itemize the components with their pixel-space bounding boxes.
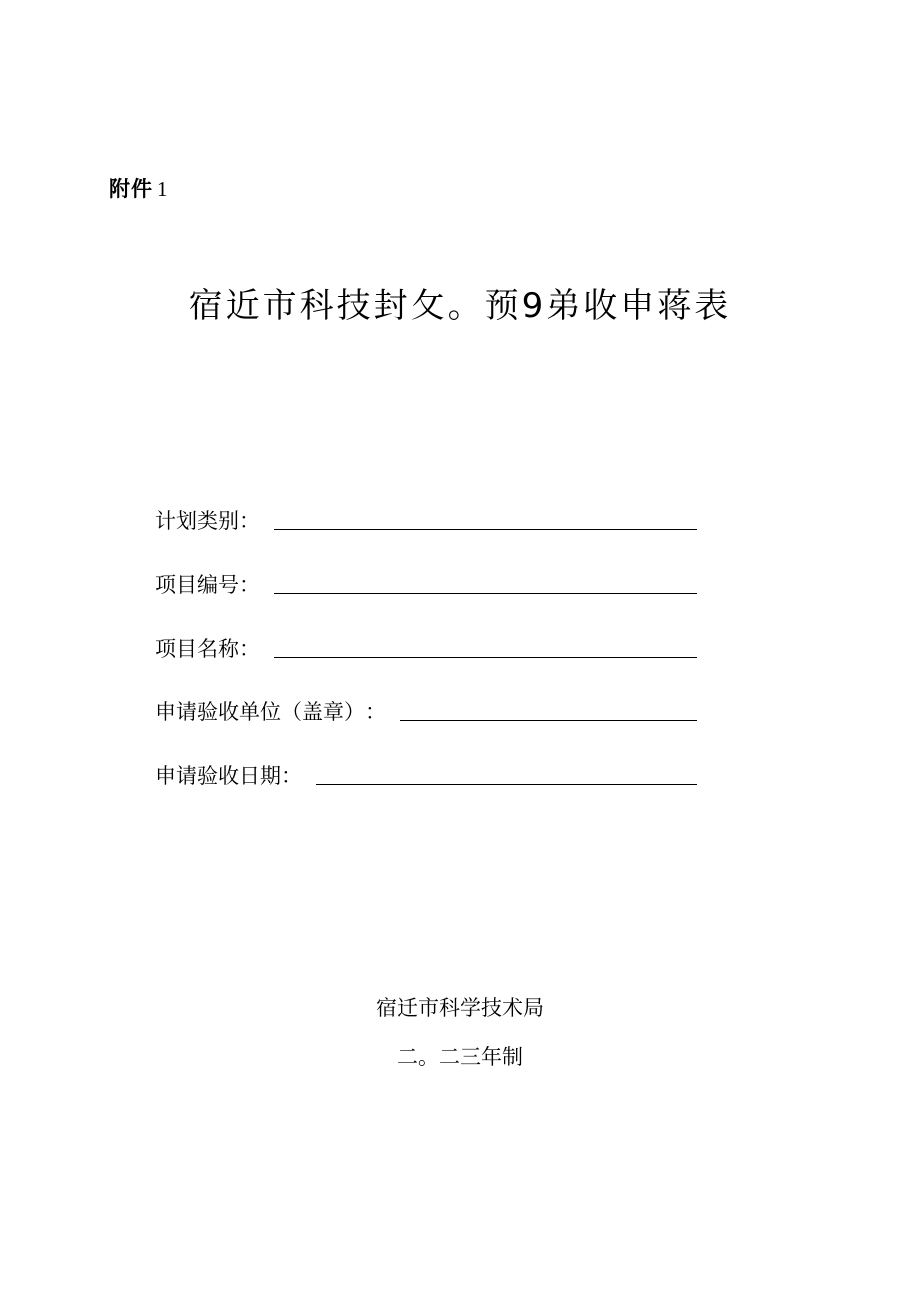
attachment-heading <box>109 173 169 203</box>
field-label: 计划类别 <box>155 509 239 533</box>
field-colon: ： <box>281 764 302 788</box>
form-field-project-number <box>155 567 697 597</box>
field-label: 申请验收单位（盖章） <box>155 700 365 724</box>
document-title: 宿近市科技封攵。预9弟收申蒋表 <box>188 286 732 326</box>
form-field-plan-category <box>155 503 697 533</box>
fill-in-line[interactable] <box>274 509 697 530</box>
field-label: 项目名称 <box>155 637 239 661</box>
fill-in-line[interactable] <box>274 637 697 658</box>
field-colon: ： <box>239 573 260 597</box>
field-label: 申请验收日期 <box>155 764 281 788</box>
form-field-applicant-unit <box>155 694 697 724</box>
field-colon: ： <box>239 509 260 533</box>
fill-in-line[interactable] <box>316 764 697 785</box>
issuing-authority: 宿迁市科学技术局 <box>376 996 544 1020</box>
attachment-number: 1 <box>157 177 169 201</box>
issue-year: 二。二三年制 <box>397 1045 523 1069</box>
form-field-acceptance-date <box>155 758 697 788</box>
form-field-project-name <box>155 631 697 661</box>
fill-in-line[interactable] <box>400 700 697 721</box>
fill-in-line[interactable] <box>274 573 697 594</box>
attachment-label: 附件 <box>109 177 153 201</box>
field-colon: ： <box>239 637 260 661</box>
field-colon: ： <box>365 700 386 724</box>
field-label: 项目编号 <box>155 573 239 597</box>
